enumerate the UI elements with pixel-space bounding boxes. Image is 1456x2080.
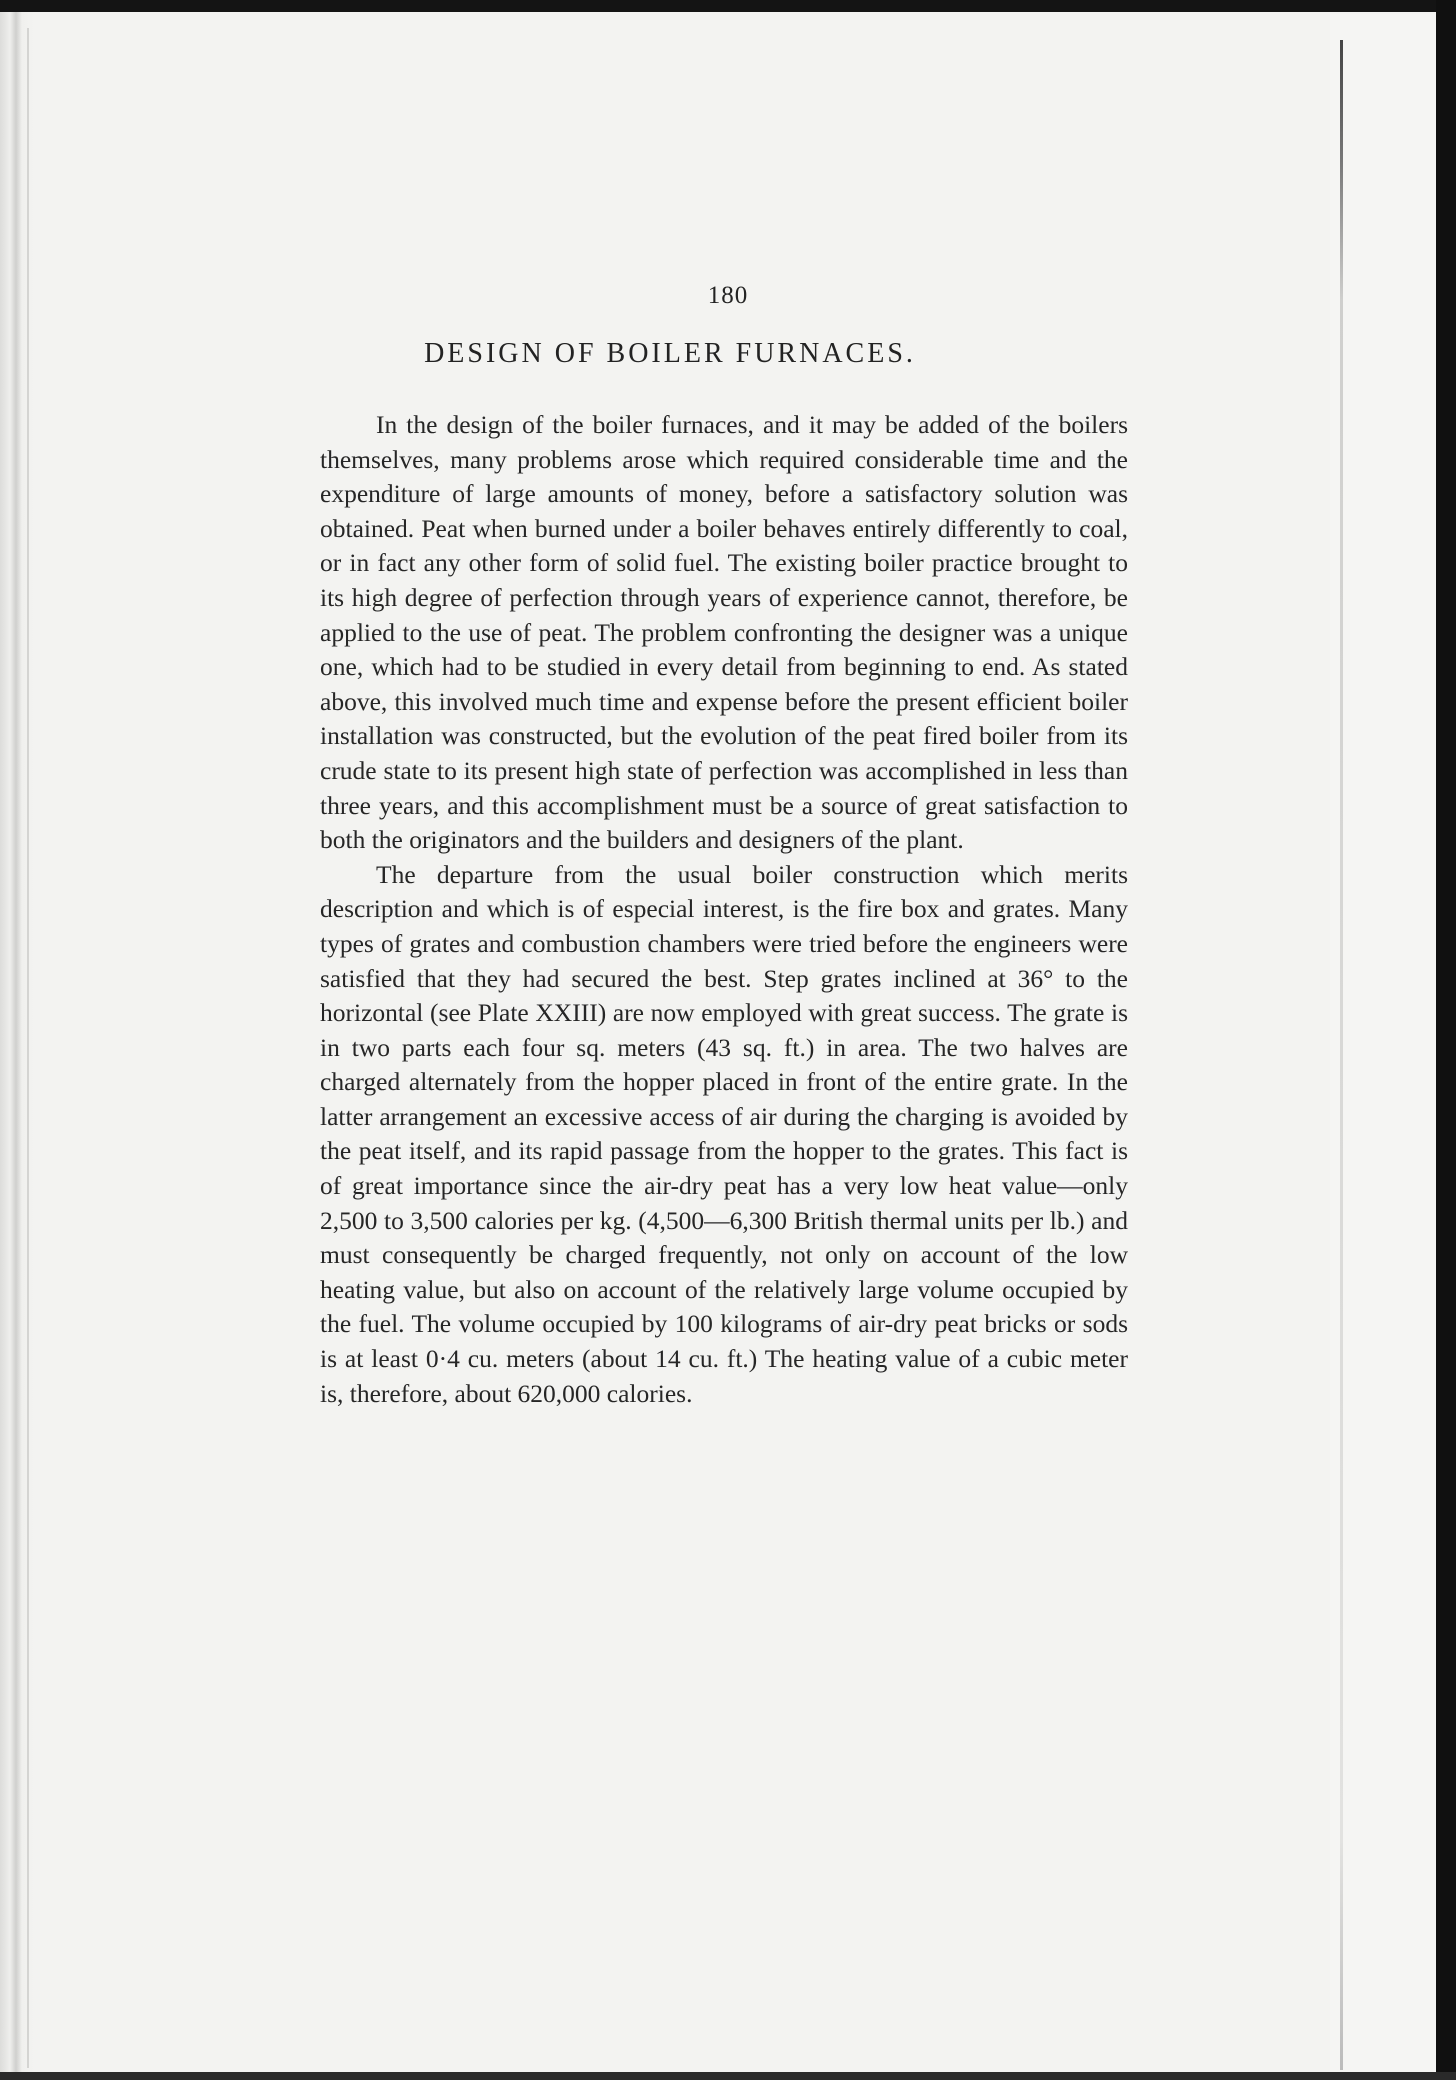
page-binding-line: [27, 28, 29, 2068]
paragraph-2: The departure from the usual boiler construction which merits description and which is of especial interest, is the fire box and grates. Many types of grates and combustion chambers were tried before the engineers were satisfied that they had secured the best. Step grates inclined at 36° to the horizontal (see Plate XXIII) are now employed with great success. The grate is in two parts each four sq. meters (43 sq. ft.) in area. The two halves are charged alternately from the hopper placed in front of the entire grate. In the latter arrangement an excessive access of air during the charging is avoided by the peat itself, and its rapid passage from the hopper to the grates. This fact is of great importance since the air-dry peat has a very low heat value—only 2,500 to 3,500 calories per kg. (4,500—6,300 British thermal units per lb.) and must consequently be charged frequently, not only on account of the low heating value, but also on account of the relatively large volume occupied by the fuel. The volume occupied by 100 kilograms of air-dry peat bricks or sods is at least 0·4 cu. meters (about 14 cu. ft.) The heating value of a cubic meter is, therefore, about 620,000 calories.: [320, 859, 1128, 1408]
page-title: DESIGN OF BOILER FURNACES.: [424, 338, 916, 369]
scan-right-border: [1436, 0, 1456, 2080]
scan-bottom-border: [0, 2072, 1456, 2080]
page-right-curl: [1340, 40, 1343, 2070]
page-number: 180: [707, 282, 749, 309]
paragraph-1: In the design of the boiler furnaces, and it may be added of the boilers themselves, many problems arose which required considerable time and the expenditure of large amounts of money, before a satisfactory solution was obtained. Peat when burned under a boiler behaves entirely differently to coal, or in fact any other form of solid fuel. The existing boiler practice brought to its high degree of perfection through years of experience cannot, therefore, be applied to the use of peat. The problem confronting the designer was a unique one, which had to be studied in every detail from beginning to end. As stated above, this involved much time and expense before the present efficient boiler installation was constructed, but the evolution of the peat fired boiler from its crude state to its present high state of perfection was accomplished in less than three years, and this accomplishment must be a source of great satisfaction to both the originators and the builders and designers of the plant.: [320, 410, 1128, 855]
body-text: [320, 408, 1128, 1411]
page-right-margin: [1330, 14, 1436, 2080]
